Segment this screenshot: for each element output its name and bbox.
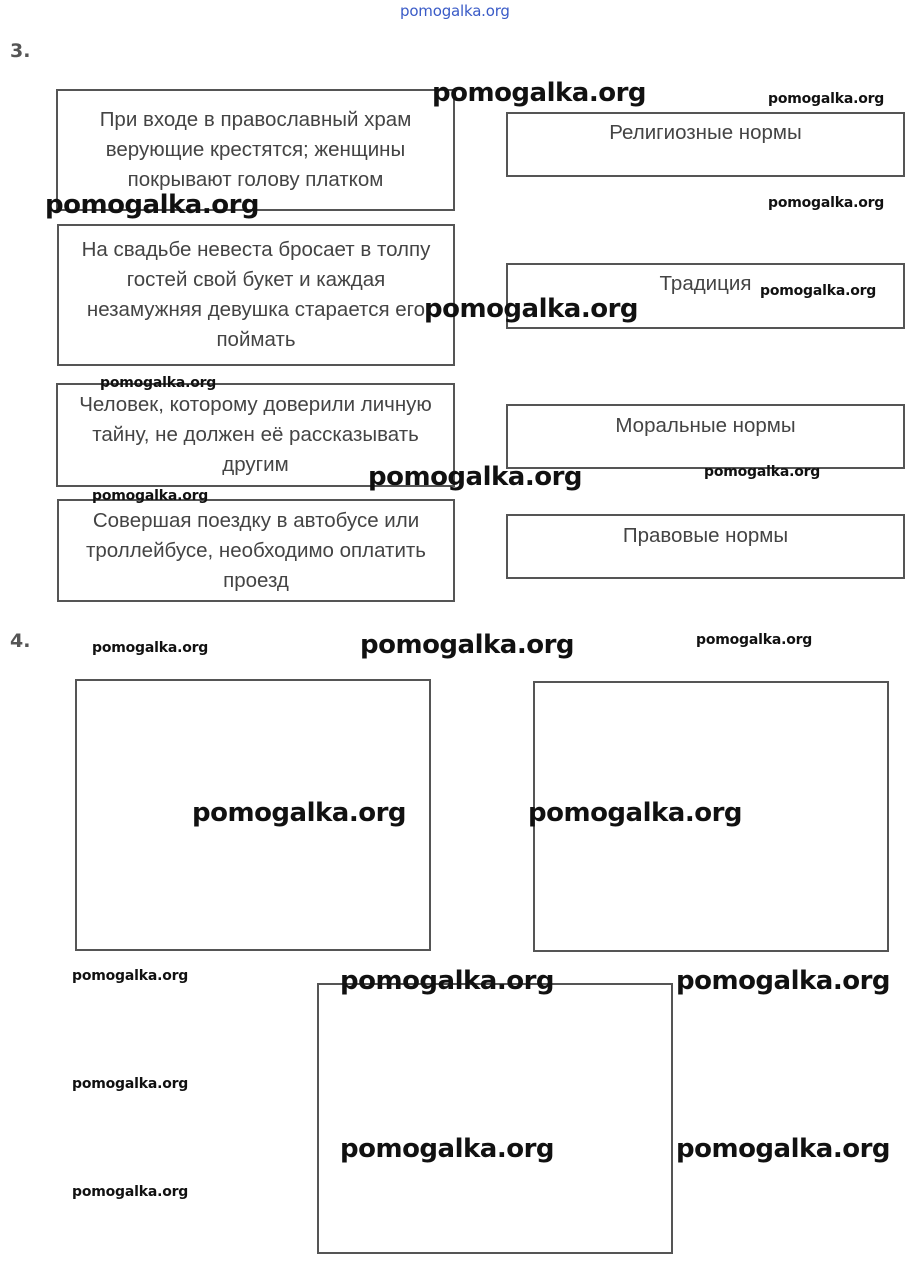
- right-item-2-label: Традиция: [659, 272, 752, 295]
- watermark: pomogalka.org: [340, 1134, 555, 1164]
- right-item-4-label: Правовые нормы: [622, 524, 789, 547]
- watermark: pomogalka.org: [360, 630, 575, 660]
- watermark: pomogalka.org: [45, 190, 260, 220]
- watermark: pomogalka.org: [768, 195, 885, 211]
- watermark: pomogalka.org: [92, 640, 209, 656]
- watermark: pomogalka.org: [696, 632, 813, 648]
- task-4-number: 4.: [10, 630, 31, 652]
- watermark: pomogalka.org: [424, 294, 639, 324]
- watermark: pomogalka.org: [704, 464, 821, 480]
- left-item-1: При входе в православный храм верующие крестятся; женщины покрывают голову платком: [56, 89, 455, 211]
- watermark: pomogalka.org: [100, 375, 217, 391]
- left-item-4: Совершая поездку в автобусе или троллейбусе, необходимо оплатить проезд: [57, 499, 455, 602]
- watermark: pomogalka.org: [72, 968, 189, 984]
- watermark: pomogalka.org: [768, 91, 885, 107]
- left-item-2: На свадьбе невеста бросает в толпу гостей свой букет и каждая незамужняя девушка старается его поймать: [57, 224, 455, 366]
- watermark: pomogalka.org: [676, 1134, 891, 1164]
- watermark: pomogalka.org: [72, 1184, 189, 1200]
- watermark: pomogalka.org: [676, 966, 891, 996]
- empty-box-3: [317, 983, 673, 1254]
- right-item-1-label: Религиозные нормы: [609, 121, 802, 144]
- task-3-number: 3.: [10, 40, 31, 62]
- right-item-4: [506, 514, 905, 579]
- watermark: pomogalka.org: [760, 283, 877, 299]
- watermark: pomogalka.org: [92, 488, 209, 504]
- right-item-1: [506, 112, 905, 177]
- right-item-3-label: Моральные нормы: [615, 414, 796, 437]
- watermark: pomogalka.org: [72, 1076, 189, 1092]
- watermark: pomogalka.org: [432, 78, 647, 108]
- watermark-top: pomogalka.org: [400, 2, 510, 20]
- watermark: pomogalka.org: [528, 798, 743, 828]
- watermark: pomogalka.org: [192, 798, 407, 828]
- left-item-3: Человек, которому доверили личную тайну, не должен её рассказывать другим: [56, 383, 455, 487]
- watermark: pomogalka.org: [340, 966, 555, 996]
- watermark: pomogalka.org: [368, 462, 583, 492]
- right-item-3: [506, 404, 905, 469]
